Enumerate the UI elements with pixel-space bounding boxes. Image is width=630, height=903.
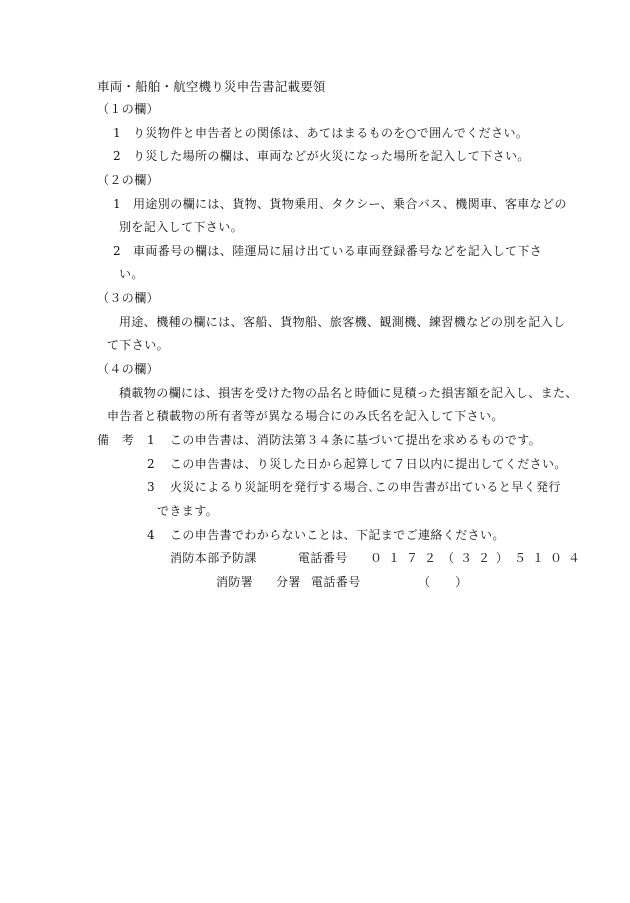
section-3-paragraph-continuation: て下さい。 — [107, 338, 170, 352]
section-4-heading: （４の欄） — [97, 362, 160, 376]
section-4-paragraph-continuation: 申告者と積載物の所有者等が異なる場合にのみ氏名を記入して下さい。 — [107, 409, 504, 423]
contact-2-phone-label: 電話番号 — [311, 575, 361, 589]
remark-2-number: 2 — [147, 457, 156, 471]
section-1-item-1-text: り災物件と申告者との関係は、あてはまるものを○で囲んでください。 — [133, 126, 529, 140]
section-2-item-1-text: 用途別の欄には、貨物、貨物乗用、タクシー、乗合バス、機関車、客車などの — [133, 197, 567, 211]
remark-3-text: 火災によるり災証明を発行する場合､この申告書が出ていると早く発行 — [170, 480, 561, 494]
section-4-paragraph: 積載物の欄には、損害を受けた物の品名と時価に見積った損害額を記入し、また、 — [119, 386, 578, 400]
section-2-item-2-text: 車両番号の欄は、陸運局に届け出ている車両登録番号などを記入して下さ — [133, 244, 543, 258]
remark-2-text: この申告書は、り災した日から起算して７日以内に提出してください。 — [170, 457, 567, 471]
section-2-heading: （２の欄） — [97, 173, 160, 187]
section-2-item-1-continuation: 別を記入して下さい。 — [119, 220, 244, 234]
remark-3-continuation: できます。 — [157, 504, 219, 518]
section-2-item-2-number: 2 — [113, 244, 122, 258]
section-1-item-2-number: 2 — [113, 149, 122, 163]
section-1-heading: （１の欄） — [97, 102, 160, 116]
contact-1-organization: 消防本部予防課 — [170, 551, 257, 565]
section-2-item-1-number: 1 — [113, 197, 122, 211]
section-3-heading: （３の欄） — [97, 291, 160, 305]
section-1-item-1-number: 1 — [113, 126, 122, 140]
section-1-item-2-text: り災した場所の欄は、車両などが火災になった場所を記入して下さい。 — [133, 149, 530, 163]
section-3-paragraph: 用途、機種の欄には、客船、貨物船、旅客機、観測機、練習機などの別を記入し — [119, 315, 566, 329]
remark-1-number: 1 — [147, 433, 156, 447]
contact-2-phone-number: （ ） — [418, 575, 468, 589]
section-2-item-2-continuation: い。 — [119, 267, 144, 281]
remark-3-number: 3 — [147, 480, 156, 494]
remarks-label: 備 考 — [97, 433, 135, 447]
contact-2-branch: 分署 — [276, 575, 301, 589]
remark-4-text: この申告書でわからないことは、下記までご連絡ください。 — [170, 528, 505, 542]
remark-4-number: 4 — [147, 528, 156, 542]
contact-2-organization: 消防署 — [216, 575, 254, 589]
document-title: 車両・船舶・航空機り災申告書記載要領 — [97, 79, 326, 94]
contact-1-phone-number: ０１７２（３２）５１０４ — [370, 551, 587, 565]
contact-1-phone-label: 電話番号 — [298, 551, 348, 565]
remark-1-text: この申告書は、消防法第３４条に基づいて提出を求めるものです。 — [170, 433, 542, 447]
